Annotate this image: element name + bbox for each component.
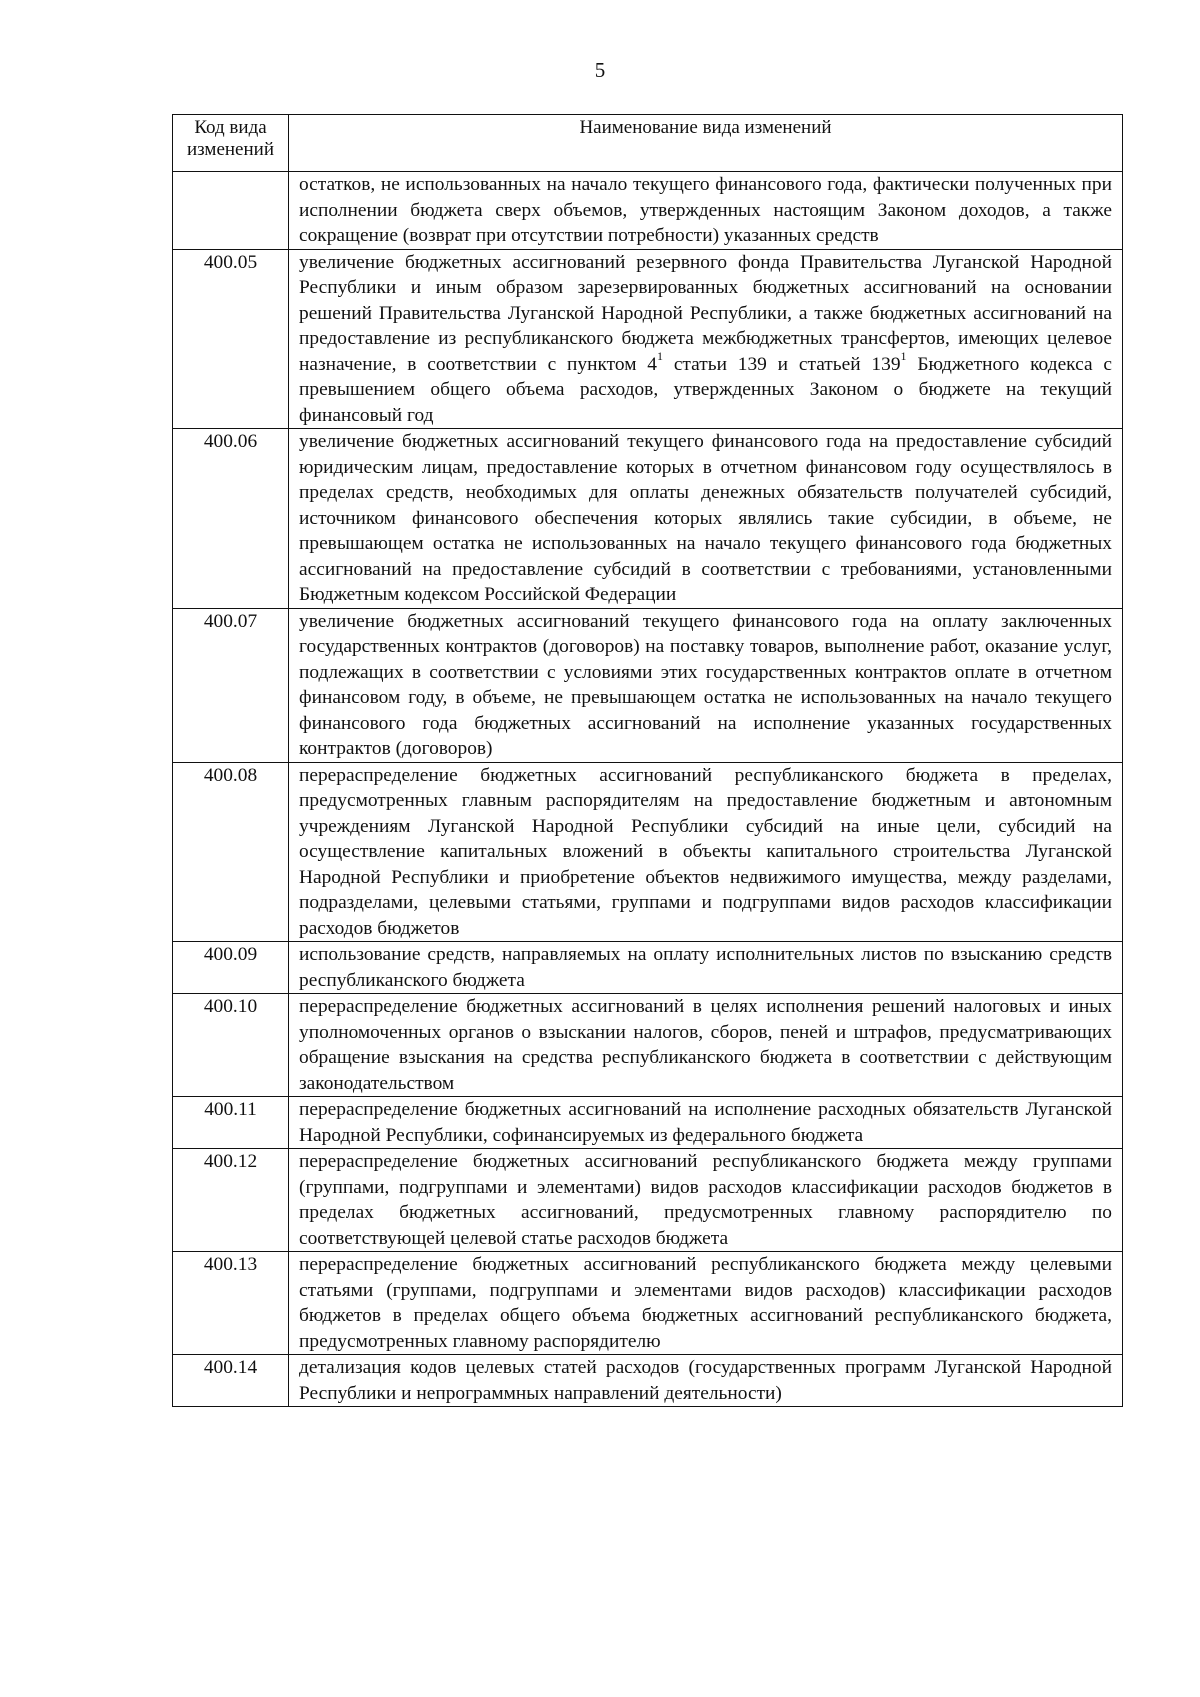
row-description: детализация кодов целевых статей расходов (государственных программ Луганской Народной Республики и непрограммных направлений деятельности) [289, 1355, 1123, 1407]
row-code: 400.07 [173, 608, 289, 762]
row-code: 400.14 [173, 1355, 289, 1407]
row-code: 400.08 [173, 762, 289, 942]
row-code: 400.10 [173, 994, 289, 1097]
page-number: 5 [594, 58, 606, 82]
row-description: увеличение бюджетных ассигнований текущего финансового года на оплату заключенных государственных контрактов (договоров) на поставку товаров, выполнение работ, оказание услуг, подлежащих в соответствии с условиями этих государственных контрактов оплате в отчетном финансовом году, в объеме, не превышающем остатка не использованных на начало текущего финансового года бюджетных ассигнований на исполнение указанных государственных контрактов (договоров) [289, 608, 1123, 762]
table-row [173, 429, 1123, 609]
row-code: 400.12 [173, 1149, 289, 1252]
row-description-part: увеличение бюджетных ассигнований резервного фонда Правительства Луганской Народной Республики и иным образом зарезервированных бюджетных ассигнований на основании решений Правительства Луганской Народной Республики, а также бюджетных ассигнований на предоставление из республиканского бюджета межбюджетных трансфертов, имеющих целевое назначение, в соответствии с пунктом 4 [299, 251, 1112, 375]
header-code: Код вида изменений [173, 115, 289, 172]
row-code: 400.11 [173, 1097, 289, 1149]
table-row [173, 608, 1123, 762]
table-row [173, 762, 1123, 942]
table-row [173, 1097, 1123, 1149]
row-code [173, 172, 289, 250]
table-row [173, 942, 1123, 994]
header-name: Наименование вида изменений [289, 115, 1123, 172]
row-description: использование средств, направляемых на оплату исполнительных листов по взысканию средств республиканского бюджета [289, 942, 1123, 994]
row-description: перераспределение бюджетных ассигнований в целях исполнения решений налоговых и иных уполномоченных органов о взыскании налогов, сборов, пеней и штрафов, предусматривающих обращение взыскания на средства республиканского бюджета в соответствии с действующим законодательством [289, 994, 1123, 1097]
row-description: увеличение бюджетных ассигнований текущего финансового года на предоставление субсидий юридическим лицам, предоставление которых в отчетном финансовом году осуществлялось в пределах средств, необходимых для оплаты денежных обязательств получателей субсидий, источником финансового обеспечения которых являлись такие субсидии, в объеме, не превышающем остатка не использованных на начало текущего финансового года бюджетных ассигнований на предоставление субсидий в соответствии с требованиями, установленными Бюджетным кодексом Российской Федерации [289, 429, 1123, 609]
row-description-part: Бюджетного кодекса с превышением общего объема расходов, утвержденных Законом о бюджете на текущий финансовый год [299, 353, 1112, 426]
row-description: перераспределение бюджетных ассигнований республиканского бюджета между группами (группами, подгруппами и элементами) видов расходов классификации расходов бюджетов в пределах бюджетных ассигнований, предусмотренных главному распорядителю по соответствующей целевой статье расходов бюджета [289, 1149, 1123, 1252]
row-code: 400.06 [173, 429, 289, 609]
superscript: 1 [657, 349, 663, 364]
row-description: перераспределение бюджетных ассигнований республиканского бюджета между целевыми статьями (группами, подгруппами и элементами видов расходов) классификации расходов бюджетов в пределах общего объема бюджетных ассигнований республиканского бюджета, предусмотренных главному распорядителю [289, 1252, 1123, 1355]
row-description: перераспределение бюджетных ассигнований республиканского бюджета в пределах, предусмотренных главным распорядителям на предоставление бюджетным и автономным учреждениям Луганской Народной Республики субсидий на иные цели, субсидий на осуществление капитальных вложений в объекты капитального строительства Луганской Народной Республики и приобретение объектов недвижимого имущества, между разделами, подразделами, целевыми статьями, группами и подгруппами видов расходов классификации расходов бюджетов [289, 762, 1123, 942]
row-description: остатков, не использованных на начало текущего финансового года, фактически полученных при исполнении бюджета сверх объемов, утвержденных настоящим Законом доходов, а также сокращение (возврат при отсутствии потребности) указанных средств [289, 172, 1123, 250]
table-row [173, 1252, 1123, 1355]
superscript: 1 [900, 349, 907, 364]
table-header-row [173, 115, 1123, 172]
row-description-part: статьи 139 и статьей 139 [663, 353, 901, 375]
row-code: 400.05 [173, 249, 289, 429]
row-description [289, 249, 1123, 429]
table-row [173, 1355, 1123, 1407]
row-code: 400.13 [173, 1252, 289, 1355]
row-description: перераспределение бюджетных ассигнований на исполнение расходных обязательств Луганской Народной Республики, софинансируемых из федерального бюджета [289, 1097, 1123, 1149]
changes-table [172, 114, 1123, 1407]
row-code: 400.09 [173, 942, 289, 994]
table-row [173, 249, 1123, 429]
table-row [173, 172, 1123, 250]
table-row [173, 994, 1123, 1097]
table-row [173, 1149, 1123, 1252]
